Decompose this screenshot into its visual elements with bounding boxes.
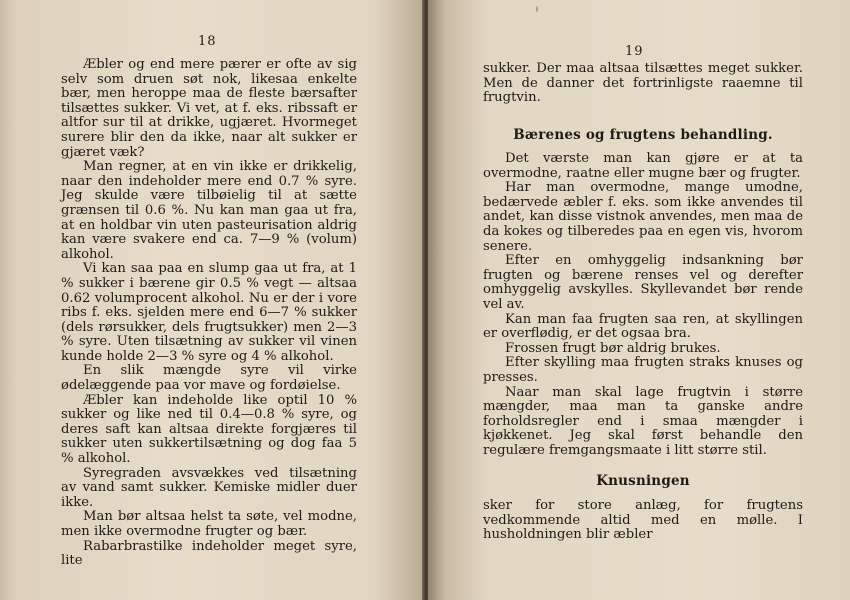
page-number-right: 19 [625, 44, 644, 59]
page-number-left: 18 [198, 34, 217, 49]
paragraph: Efter skylling maa frugten straks knuses og presses. [483, 355, 803, 385]
section-heading-behandling: Bærenes og frugtens behandling. [513, 127, 773, 143]
paragraph: Det værste man kan gjøre er at ta overmodne, raatne eller mugne bær og frugter. [483, 151, 803, 181]
paragraph: sker for store anlæg, for frugtens vedkommende altid med en mølle. I husholdningen blir æbler [483, 498, 803, 543]
paragraph: sukker. Der maa altsaa tilsættes meget sukker. Men de danner det fortrinligste raaemne til frugtvin. [483, 61, 803, 106]
section-heading-knusningen: Knusningen [596, 473, 690, 489]
paragraph: Vi kan saa paa en slump gaa ut fra, at 1 % sukker i bærene gir 0.5 % vegt — altsaa 0.62 volumprocent alkohol. Nu er der i vore ribs f. eks. sjelden mere end 6—7 % sukker (dels rørsukker, dels frugtsukker) men 2—3 % syre. Uten tilsætning av sukker vil vinen kunde holde 2—3 % syre og 4 % alkohol. [61, 261, 357, 364]
paragraph: Syregraden avsvækkes ved tilsætning av vand samt sukker. Kemiske midler duer ikke. [61, 465, 357, 510]
paragraph: Naar man skal lage frugtvin i større mængder, maa man ta ganske andre forholdsregler end i smaa mængder i kjøkkenet. Jeg skal først behandle den regulære fremgangsmaate i litt større stil. [483, 384, 803, 458]
right-top-text [483, 62, 803, 106]
right-section-text [483, 152, 803, 458]
right-page [428, 0, 850, 600]
right-bottom-text [483, 499, 803, 543]
paragraph: Kan man faa frugten saa ren, at skyllingen er overflødig, er det ogsaa bra. [483, 311, 803, 342]
paper-fleck [536, 6, 538, 12]
paragraph: Man bør altsaa helst ta søte, vel modne, men ikke overmodne frugter og bær. [61, 509, 357, 539]
paragraph: Har man overmodne, mange umodne, bedærvede æbler f. eks. som ikke anvendes til andet, kan disse vistnok anvendes, men maa de da kokes og tilberedes paa en egen vis, hvorom senere. [483, 180, 803, 254]
paragraph: Man regner, at en vin ikke er drikkelig, naar den indeholder mere end 0.7 % syre. Jeg skulde være tilbøielig til at sætte grænsen til 0.6 %. Nu kan man gaa ut fra, at en holdbar vin uten pasteurisation aldrig kan være svakere end ca. 7—9 % (volum) alkohol. [61, 159, 357, 262]
paragraph: En slik mængde syre vil virke ødelæggende paa vor mave og fordøielse. [61, 363, 357, 394]
left-page [0, 0, 424, 600]
paragraph: Rabarbrastilke indeholder meget syre, lite [61, 538, 357, 569]
paragraph: Frossen frugt bør aldrig brukes. [505, 340, 721, 356]
paragraph: Efter en omhyggelig indsankning bør frugten og bærene renses vel og derefter omhyggelig avskylles. Skyllevandet bør rende vel av. [483, 253, 803, 312]
paragraph: Æbler kan indeholde like optil 10 % sukker og like ned til 0.4—0.8 % syre, og deres saft kan altsaa direkte forgjæres til sukker uten sukkertilsætning og dog faa 5 % alkohol. [61, 392, 357, 467]
paragraph: Æbler og end mere pærer er ofte av sig selv som druen søt nok, likesaa enkelte bær, men heroppe maa de fleste bærsafter tilsættes sukker. Vi vet, at f. eks. ribssaft er altfor sur til at drikke, ugjæret. Hvormeget surere blir den da ikke, naar alt sukker er gjæret væk? [61, 57, 357, 160]
left-page-text [61, 58, 357, 569]
